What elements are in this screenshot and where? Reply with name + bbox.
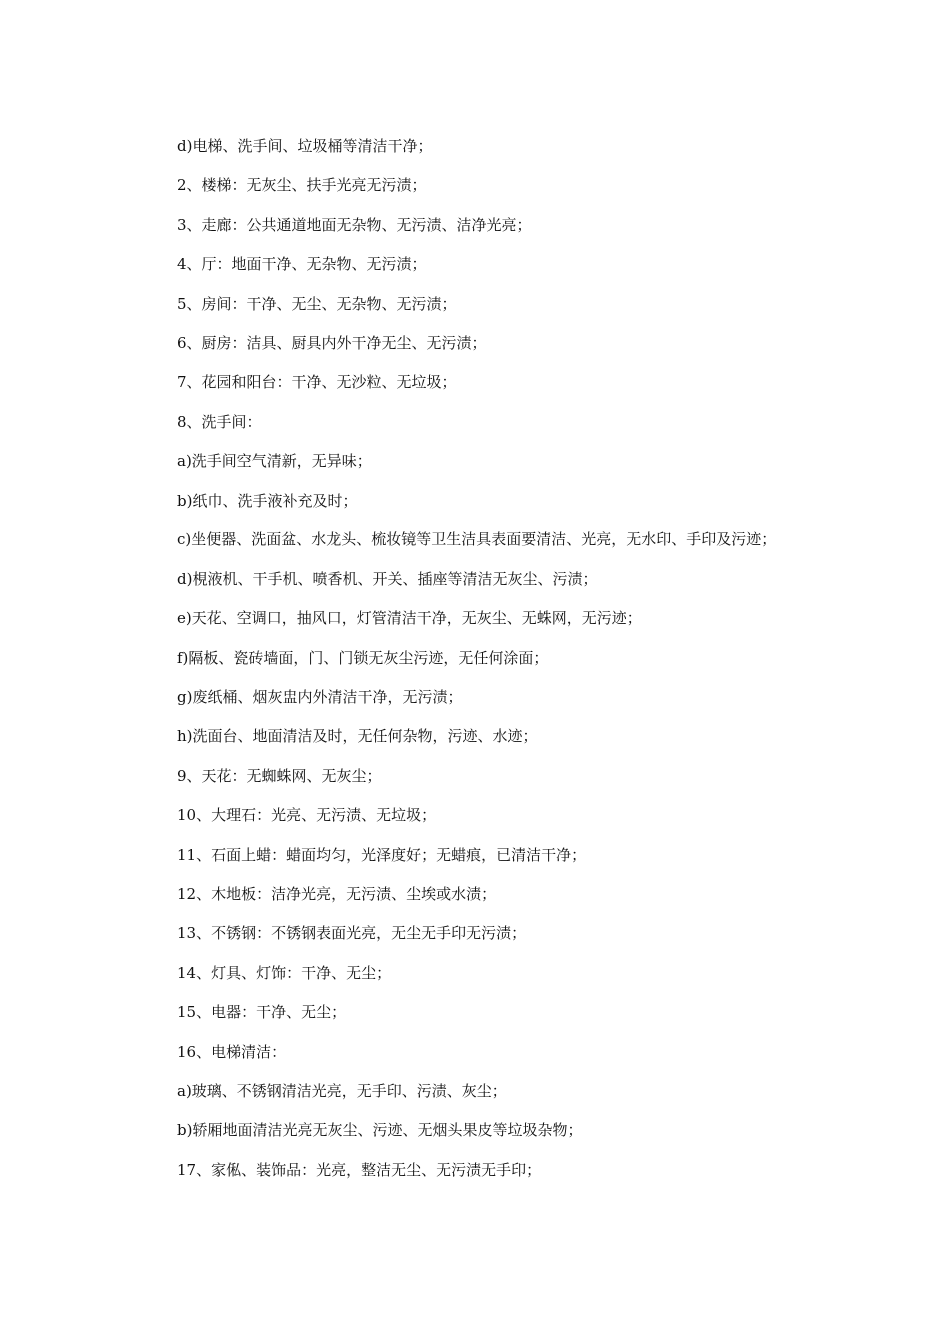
paragraph: 13、不锈钢：不锈钢表面光亮，无尘无手印无污渍； bbox=[177, 924, 527, 943]
paragraph: 3、走廊：公共通道地面无杂物、无污渍、洁净光亮； bbox=[177, 215, 532, 234]
paragraph: a)玻璃、不锈钢清洁光亮，无手印、污渍、灰尘； bbox=[177, 1081, 507, 1100]
paragraph: 4、厅：地面干净、无杂物、无污渍； bbox=[177, 255, 427, 274]
paragraph: b)纸巾、洗手液补充及时； bbox=[177, 491, 358, 510]
paragraph: g)废纸桶、烟灰盅内外清洁干净，无污渍； bbox=[177, 688, 463, 707]
paragraph: e)天花、空调口，抽风口，灯管清洁干净，无灰尘、无蛛网，无污迹； bbox=[177, 609, 642, 628]
paragraph: 12、木地板：洁净光亮，无污渍、尘埃或水渍； bbox=[177, 885, 497, 904]
paragraph: 16、电梯清洁： bbox=[177, 1042, 287, 1061]
paragraph: d)电梯、洗手间、垃圾桶等清洁干净； bbox=[177, 137, 433, 155]
paragraph: d)梘液机、干手机、喷香机、开关、插座等清洁无灰尘、污渍； bbox=[177, 569, 598, 588]
paragraph: f)隔板、瓷砖墙面，门、门锁无灰尘污迹，无任何涂面； bbox=[177, 648, 549, 667]
paragraph: b)轿厢地面清洁光亮无灰尘、污迹、无烟头果皮等垃圾杂物； bbox=[177, 1121, 583, 1140]
paragraph: 17、家俬、装饰品：光亮，整洁无尘、无污渍无手印； bbox=[177, 1160, 542, 1179]
paragraph: 11、石面上蜡：蜡面均匀，光泽度好；无蜡痕，已清洁干净； bbox=[177, 845, 587, 864]
paragraph: 7、花园和阳台：干净、无沙粒、无垃圾； bbox=[177, 373, 457, 392]
paragraph: 9、天花：无蜘蛛网、无灰尘； bbox=[177, 766, 382, 785]
paragraph: 2、楼梯：无灰尘、扶手光亮无污渍； bbox=[177, 176, 427, 195]
document-body bbox=[143, 135, 813, 1198]
paragraph: 14、灯具、灯饰：干净、无尘； bbox=[177, 963, 392, 982]
paragraph: 10、大理石：光亮、无污渍、无垃圾； bbox=[177, 806, 437, 825]
paragraph: c)坐便器、洗面盆、水龙头、梳妆镜等卫生洁具表面要清洁、光亮，无水印、手印及污迹； bbox=[177, 529, 777, 548]
paragraph: h)洗面台、地面清洁及时，无任何杂物，污迹、水迹； bbox=[177, 727, 538, 746]
paragraph: 15、电器：干净、无尘； bbox=[177, 1003, 347, 1022]
paragraph: 5、房间：干净、无尘、无杂物、无污渍； bbox=[177, 294, 457, 313]
paragraph: 8、洗手间： bbox=[177, 412, 262, 431]
paragraph: a)洗手间空气清新，无异味； bbox=[177, 452, 372, 471]
paragraph: 6、厨房：洁具、厨具内外干净无尘、无污渍； bbox=[177, 333, 487, 352]
